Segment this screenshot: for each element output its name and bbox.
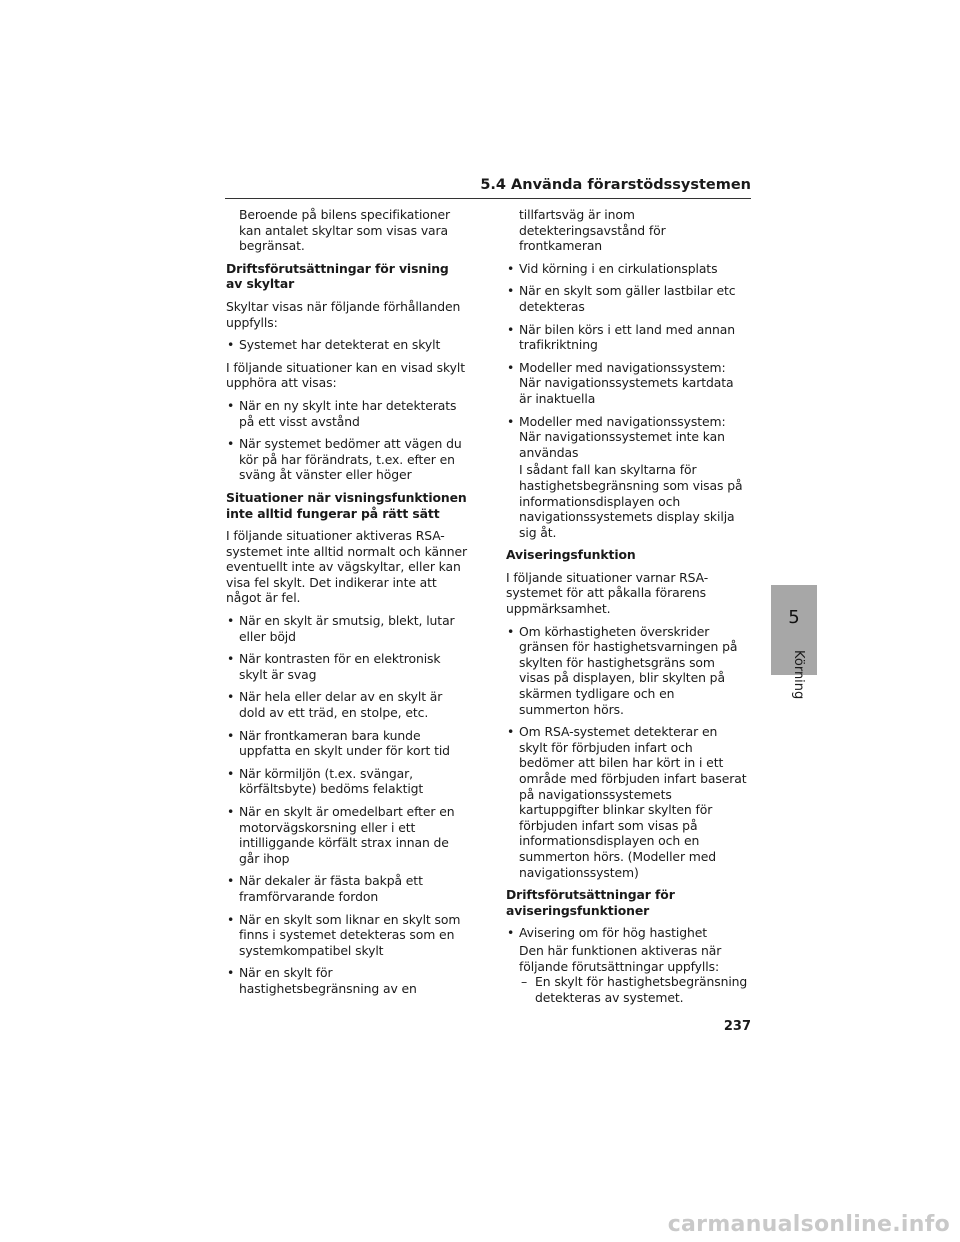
sub-list-item: – En skylt för hastighetsbegränsning detekteras av systemet. (521, 974, 748, 1005)
chapter-number: 5 (788, 607, 800, 628)
list-item: • När en ny skylt inte har detekterats på ett visst avstånd (227, 397, 457, 429)
heading-display-conditions: Driftsförutsättningar för visning av skyltar (226, 260, 449, 292)
list-item: • När en skylt är smutsig, blekt, lutar eller böjd (227, 613, 455, 644)
paragraph: I följande situationer aktiveras RSA-systemet inte alltid normalt och känner eventuellt inte av vägskyltar, eller kan visa fel skylt. Det indikerar inte att något är fel. (226, 528, 467, 606)
paragraph: Den här funktionen aktiveras när följande förutsättningar uppfylls: (519, 942, 722, 974)
watermark: carmanualsonline.info (667, 1212, 950, 1237)
list-item: • Om RSA-systemet detekterar en skylt för förbjuden infart och bedömer att bilen har kört in i ett område med förbjuden infart baserat på navigationssystemets kartuppgifter blinkar skylten för förbjuden infart som visas på informationsdisplayen och en summerton hörs. (Modeller med navigationssystem) (507, 724, 747, 880)
paragraph: Skyltar visas när följande förhållanden uppfylls: (226, 298, 461, 330)
list-item: • Om körhastigheten överskrider gränsen för hastighetsvarningen på skylten för hastighetsgräns som visas på displayen, blir skylten på skärmen tydligare och en summerton hörs. (507, 623, 738, 717)
left-column (226, 207, 468, 1004)
list-item: • När dekaler är fästa bakpå ett framförvarande fordon (227, 873, 423, 904)
paragraph: I följande situationer kan en visad skylt upphöra att visas: (226, 359, 465, 391)
list-item: • När körmiljön (t.ex. svängar, körfältsbyte) bedöms felaktigt (227, 765, 424, 797)
list-item: • När bilen körs i ett land med annan trafikriktning (507, 321, 735, 353)
list-item: • Avisering om för hög hastighet (507, 925, 708, 941)
list-item: • När systemet bedömer att vägen du kör på har förändrats, t.ex. efter en sväng åt vänster eller höger (227, 436, 462, 483)
chapter-label: Körning (791, 650, 806, 700)
heading-situations: Situationer när visningsfunktionen inte alltid fungerar på rätt sätt (226, 489, 467, 521)
list-item: • När en skylt för hastighetsbegränsning av en (227, 965, 417, 996)
right-column (506, 207, 748, 1012)
list-item: • När frontkameran bara kunde uppfatta en skylt under för kort tid (227, 727, 450, 759)
list-item: • När en skylt är omedelbart efter en motorvägskorsning eller i ett intilliggande körfält strax innan de går ihop (227, 804, 455, 866)
heading-alert-function: Aviseringsfunktion (506, 547, 636, 563)
page-number: 237 (723, 1019, 751, 1034)
list-continuation: tillfartsväg är inom detekteringsavstånd för frontkameran (519, 207, 666, 254)
list-item: • Modeller med navigationssystem: När navigationssystemets kartdata är inaktuella (507, 359, 734, 406)
list-item: • När en skylt som gäller lastbilar etc detekteras (507, 283, 736, 314)
list-item: • Vid körning i en cirkulationsplats (507, 260, 718, 276)
list-item: • Modeller med navigationssystem: När navigationssystemet inte kan användas (507, 413, 726, 460)
list-item: • När kontrasten för en elektronisk skylt är svag (227, 651, 441, 682)
nav-note: I sådant fall kan skyltarna för hastighetsbegränsning som visas på informationsdisplayen och navigationssystemets display skilja sig åt. (519, 462, 743, 540)
list-item: • Systemet har detekterat en skylt (227, 337, 441, 353)
list-item: • När hela eller delar av en skylt är dold av ett träd, en stolpe, etc. (227, 689, 443, 721)
section-header: 5.4 Använda förarstödssystemen (480, 177, 751, 193)
list-item: • När en skylt som liknar en skylt som finns i systemet detekteras som en systemkompatibel skylt (227, 911, 461, 958)
paragraph: I följande situationer varnar RSA-systemet för att påkalla förarens uppmärksamhet. (506, 569, 709, 617)
heading-alert-conditions: Driftsförutsättningar för aviseringsfunktioner (506, 887, 675, 918)
intro-note: Beroende på bilens specifikationer kan antalet skyltar som visas vara begränsat. (239, 207, 451, 254)
header-divider (225, 198, 751, 199)
